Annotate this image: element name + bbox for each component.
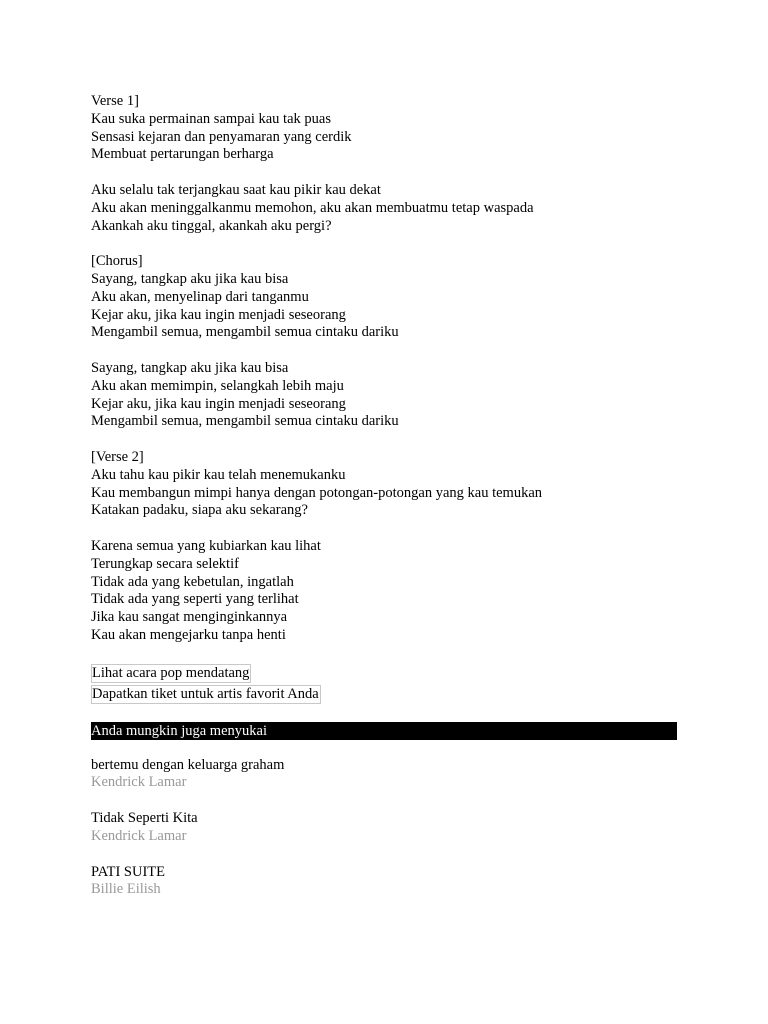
lyrics-stanza [91,93,768,164]
lyrics-stanza [91,538,768,645]
stanza-gap [91,520,768,538]
lyric-line: Aku akan, menyelinap dari tanganmu [91,288,309,305]
lyric-line: Karena semua yang kubiarkan kau lihat [91,537,321,554]
lyric-line: Verse 1] [91,93,139,109]
song-title[interactable]: bertemu dengan keluarga graham [91,756,285,773]
upcoming-pop-events-button[interactable]: Lihat acara pop mendatang [92,664,250,681]
lyric-line: Sensasi kejaran dan penyamaran yang cerdik [91,128,352,145]
lyric-line: Kau membangun mimpi hanya dengan potongan-potongan yang kau temukan [91,484,543,501]
lyric-line: Jika kau sangat menginginkannya [91,609,288,626]
get-tickets-button[interactable]: Dapatkan tiket untuk artis favorit Anda [92,685,319,702]
recommendation-item[interactable] [91,757,768,793]
lyric-line: Aku selalu tak terjangkau saat kau pikir kau dekat [91,181,381,198]
lyric-line: Kejar aku, jika kau ingin menjadi seseorang [91,395,346,412]
stanza-gap [91,431,768,449]
lyric-line: [Verse 2] [91,448,144,465]
lyric-line: [Chorus] [91,253,143,270]
song-title[interactable]: PATI SUITE [91,863,165,880]
lyric-line: Kejar aku, jika kau ingin menjadi seseorang [91,306,346,323]
lyrics-body [91,93,768,663]
song-title[interactable]: Tidak Seperti Kita [91,810,198,827]
lyric-line: Aku akan meninggalkanmu memohon, aku akan membuatmu tetap waspada [91,199,534,216]
lyric-line: Katakan padaku, siapa aku sekarang? [91,502,308,519]
stanza-gap [91,164,768,182]
song-artist[interactable]: Billie Eilish [91,881,161,898]
lyric-line: Mengambil semua, mengambil semua cintaku dariku [91,324,399,341]
recommendation-item[interactable] [91,810,768,846]
song-artist[interactable]: Kendrick Lamar [91,827,187,844]
lyrics-stanza [91,449,768,520]
lyric-line: Akankah aku tinggal, akankah aku pergi? [91,217,332,234]
stanza-gap [91,645,768,663]
lyric-line: Mengambil semua, mengambil semua cintaku dariku [91,413,399,430]
lyric-line: Membuat pertarungan berharga [91,146,274,163]
lyrics-stanza [91,253,768,342]
song-artist[interactable]: Kendrick Lamar [91,774,187,791]
stanza-gap [91,342,768,360]
you-may-also-like-heading: Anda mungkin juga menyukai [91,722,677,740]
lyric-line: Kau suka permainan sampai kau tak puas [91,110,331,127]
stanza-gap [91,235,768,253]
action-links [91,664,768,706]
lyric-line: Tidak ada yang seperti yang terlihat [91,591,299,608]
lyric-line: Kau akan mengejarku tanpa henti [91,626,286,643]
lyric-line: Terungkap secara selektif [91,555,239,572]
lyrics-stanza [91,360,768,431]
recommendation-list [91,757,768,900]
lyric-line: Aku tahu kau pikir kau telah menemukanku [91,466,346,483]
lyric-line: Sayang, tangkap aku jika kau bisa [91,359,289,376]
lyric-line: Aku akan memimpin, selangkah lebih maju [91,377,344,394]
lyrics-stanza [91,182,768,235]
recommendation-item[interactable] [91,864,768,900]
lyric-line: Tidak ada yang kebetulan, ingatlah [91,573,294,590]
lyric-line: Sayang, tangkap aku jika kau bisa [91,270,289,287]
